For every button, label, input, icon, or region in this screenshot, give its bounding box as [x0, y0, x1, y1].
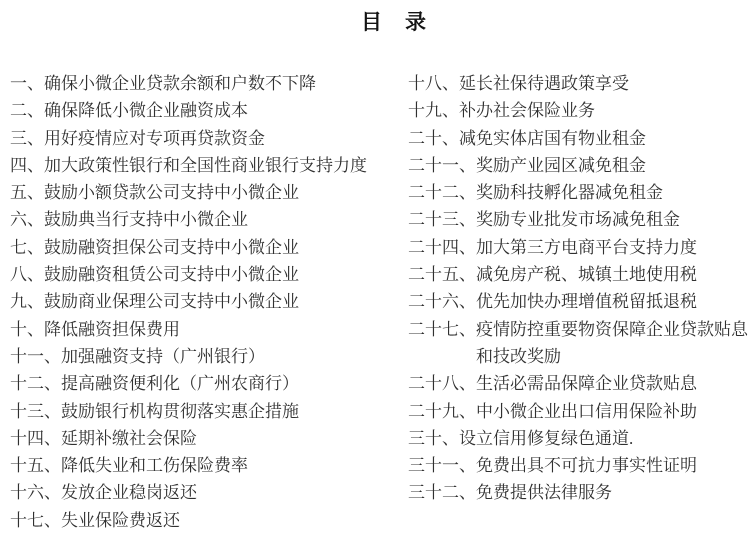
- toc-item-text: 降低失业和工伤保险费率: [61, 456, 248, 476]
- toc-item-number: 四、: [10, 155, 44, 175]
- toc-item-number: 十六、: [10, 483, 61, 503]
- toc-item: [408, 152, 750, 179]
- toc-item-number: 五、: [10, 183, 44, 203]
- toc-item-text: 鼓励融资租赁公司支持中小微企业: [44, 265, 299, 285]
- toc-item-number: 六、: [10, 210, 44, 230]
- toc-item-number: 十七、: [10, 510, 61, 530]
- toc-item: [408, 316, 750, 371]
- toc-item-text: 加强融资支持（广州银行）: [61, 346, 265, 366]
- toc-item-text: 鼓励融资担保公司支持中小微企业: [44, 237, 299, 257]
- toc-item-text: 确保降低小微企业融资成本: [44, 101, 248, 121]
- toc-item: [10, 370, 388, 397]
- toc-item: [408, 206, 750, 233]
- toc-item-text: 加大第三方电商平台支持力度: [476, 237, 697, 257]
- toc-item-text: 鼓励小额贷款公司支持中小微企业: [44, 183, 299, 203]
- toc-item-number: 十八、: [408, 74, 459, 93]
- toc-item-text: 优先加快办理增值税留抵退税: [476, 292, 697, 312]
- toc-item-text: 免费提供法律服务: [476, 483, 612, 503]
- toc-item-text: 疫情防控重要物资保障企业贷款贴息和技改奖励: [476, 319, 748, 366]
- toc-item: [10, 261, 388, 288]
- toc-item: [408, 479, 750, 506]
- toc-item-text: 鼓励典当行支持中小微企业: [44, 210, 248, 230]
- toc-item-text: 加大政策性银行和全国性商业银行支持力度: [44, 155, 367, 175]
- toc-item-text: 延期补缴社会保险: [61, 428, 197, 448]
- toc-item-text: 确保小微企业贷款余额和户数不下降: [44, 74, 316, 93]
- page-title: [0, 10, 750, 35]
- toc-item-number: 三十一、: [408, 456, 476, 476]
- toc-item-text: 延长社保待遇政策享受: [459, 74, 629, 93]
- toc-item: [10, 479, 388, 506]
- toc-item-text: 鼓励银行机构贯彻落实惠企措施: [61, 401, 299, 421]
- toc-item: [10, 234, 388, 261]
- toc-item-number: 十一、: [10, 346, 61, 366]
- toc-item-number: 七、: [10, 237, 44, 257]
- toc-item-text: 减免房产税、城镇土地使用税: [476, 265, 697, 285]
- toc-item-text: 设立信用修复绿色通道.: [459, 428, 634, 448]
- toc-item: [10, 288, 388, 315]
- toc-item-number: 十二、: [10, 374, 61, 394]
- toc-item-number: 二十三、: [408, 210, 476, 230]
- toc-item-number: 二十九、: [408, 401, 476, 421]
- toc-item-number: 二十六、: [408, 292, 476, 312]
- toc-item: [10, 452, 388, 479]
- toc-item: [10, 70, 388, 97]
- toc-item: [408, 97, 750, 124]
- toc-item: [408, 70, 750, 97]
- toc-item-text: 提高融资便利化（广州农商行）: [61, 374, 299, 394]
- toc-item-text: 用好疫情应对专项再贷款资金: [44, 128, 265, 148]
- page-title-text: 目 录: [361, 10, 427, 34]
- toc-item: [408, 425, 750, 452]
- toc-item: [10, 179, 388, 206]
- toc-item-number: 三十、: [408, 428, 459, 448]
- toc-item: [10, 206, 388, 233]
- toc-item: [408, 234, 750, 261]
- toc-item-number: 十九、: [408, 101, 459, 121]
- toc-item-text: 生活必需品保障企业贷款贴息: [476, 374, 697, 394]
- toc-item-number: 十五、: [10, 456, 61, 476]
- toc-item: [408, 179, 750, 206]
- toc-item: [10, 343, 388, 370]
- toc-item-text: 中小微企业出口信用保险补助: [476, 401, 697, 421]
- toc-item-number: 九、: [10, 292, 44, 312]
- toc-item-text: 失业保险费返还: [61, 510, 180, 530]
- toc-item-text: 奖励科技孵化器减免租金: [476, 183, 663, 203]
- toc-item: [408, 452, 750, 479]
- toc-item-text: 补办社会保险业务: [459, 101, 595, 121]
- toc-item: [408, 288, 750, 315]
- toc-item-number: 二十八、: [408, 374, 476, 394]
- toc-item-number: 二十、: [408, 128, 459, 148]
- toc-item: [10, 125, 388, 152]
- toc-item: [10, 97, 388, 124]
- toc-item: [408, 398, 750, 425]
- toc-item-number: 二、: [10, 101, 44, 121]
- toc-item-text: 降低融资担保费用: [44, 319, 180, 339]
- toc-item-number: 三、: [10, 128, 44, 148]
- toc-item-number: 三十二、: [408, 483, 476, 503]
- toc-item: [408, 370, 750, 397]
- toc-item: [408, 125, 750, 152]
- toc-item-text: 鼓励商业保理公司支持中小微企业: [44, 292, 299, 312]
- toc-item-number: 二十四、: [408, 237, 476, 257]
- toc-item-number: 二十一、: [408, 155, 476, 175]
- toc-item: [408, 261, 750, 288]
- toc-item-text: 发放企业稳岗返还: [61, 483, 197, 503]
- toc-item-number: 二十五、: [408, 265, 476, 285]
- toc-item-number: 八、: [10, 265, 44, 285]
- toc-item: [10, 152, 388, 179]
- toc-item-number: 一、: [10, 74, 44, 93]
- toc-item-text: 奖励专业批发市场减免租金: [476, 210, 680, 230]
- toc-item-number: 二十二、: [408, 183, 476, 203]
- toc-right-column: [408, 70, 750, 507]
- toc-item-text: 奖励产业园区减免租金: [476, 155, 646, 175]
- toc-item-number: 十、: [10, 319, 44, 339]
- toc-item-number: 十三、: [10, 401, 61, 421]
- toc-item: [10, 398, 388, 425]
- toc-left-column: [10, 70, 388, 534]
- toc-item-number: 二十七、: [408, 319, 476, 339]
- toc-item-number: 十四、: [10, 428, 61, 448]
- toc-item: [10, 425, 388, 452]
- toc-item-text: 减免实体店国有物业租金: [459, 128, 646, 148]
- toc-item: [10, 316, 388, 343]
- toc-item-text: 免费出具不可抗力事实性证明: [476, 456, 697, 476]
- toc-item: [10, 507, 388, 534]
